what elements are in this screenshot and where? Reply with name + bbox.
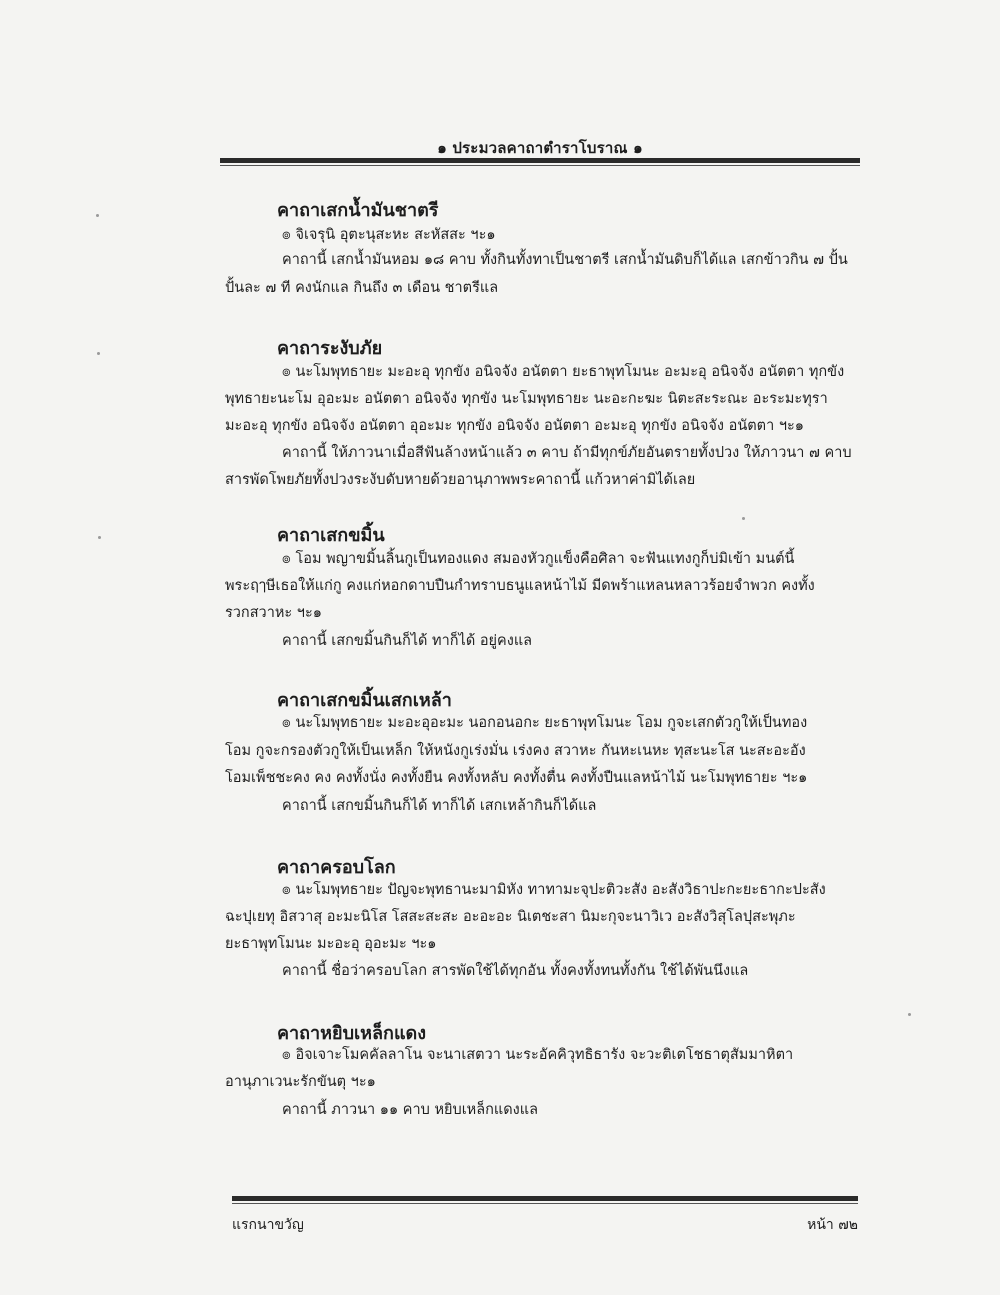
section-title: คาถาเสกขมิ้นเสกเหล้า xyxy=(277,690,452,711)
text-line: ยะธาพุทโมนะ มะอะอุ อุอะมะ ฯะ๑ xyxy=(225,936,437,952)
scan-speck xyxy=(96,214,99,217)
text-line: ๏ นะโมพุทธายะ มะอะอุอะมะ นอกอนอกะ ยะธาพุทโมนะ โอม กูจะเสกตัวกูให้เป็นทอง xyxy=(282,715,808,731)
text-line: คาถานี้ ชื่อว่าครอบโลก สารพัดใช้ได้ทุกอัน ทั้งคงทั้งทนทั้งกัน ใช้ได้พันนึงแล xyxy=(282,963,749,979)
page-number: หน้า ๗๒ xyxy=(807,1217,858,1233)
section-title: คาถาเสกขมิ้น xyxy=(277,525,385,546)
section-title: คาถาหยิบเหล็กแดง xyxy=(277,1023,427,1044)
header-rule-thin xyxy=(220,165,860,166)
text-line: คาถานี้ เสกขมิ้นกินก็ได้ ทาก็ได้ อยู่คงแล xyxy=(282,633,533,649)
section-title: คาถาระงับภัย xyxy=(277,338,383,359)
text-line: โอมเพ็ชชะคง คง คงทั้งนั่ง คงทั้งยืน คงทั้งหลับ คงทั้งตื่น คงทั้งปืนแลหน้าไม้ นะโมพุทธายะ ฯะ๑ xyxy=(225,770,808,786)
text-line: คาถานี้ ให้ภาวนาเมื่อสีฟันล้างหน้าแล้ว ๓ คาบ ถ้ามีทุกข์ภัยอันตรายทั้งปวง ให้ภาวนา ๗ คาบ xyxy=(282,445,852,461)
text-line: ๏ จิเจรุนิ อุตะนุสะหะ สะหัสสะ ฯะ๑ xyxy=(282,227,496,243)
section-title: คาถาเสกน้ำมันชาตรี xyxy=(277,200,439,221)
text-line: โอม กูจะกรองตัวกูให้เป็นเหล็ก ให้หนังกูเร่งมั่น เร่งคง สวาหะ กันหะเนหะ ทุสะนะโส นะสะอะอัง xyxy=(225,743,806,759)
text-line: รวกสวาหะ ฯะ๑ xyxy=(225,605,322,621)
running-header: ๑ ประมวลคาถาตำราโบราณ ๑ xyxy=(437,139,643,157)
text-line: พระฤๅษีเธอให้แก่กู คงแก่หอกดาบปืนกำทราบธนูแลหน้าไม้ มีดพร้าแหลนหลาวร้อยจำพวก คงทั้ง xyxy=(225,578,815,594)
scan-speck xyxy=(97,352,100,355)
text-line: คาถานี้ ภาวนา ๑๑ คาบ หยิบเหล็กแดงแล xyxy=(282,1102,538,1118)
text-line: ฉะปุเยทุ อิสวาสุ อะมะนิโส โสสะสะสะ อะอะอะ นิเตชะสา นิมะกุจะนาวิเว อะสังวิสุโลปุสะพุภะ xyxy=(225,909,796,925)
text-line: ๏ นะโมพุทธายะ ปัญจะพุทธานะมามิหัง ทาทามะจุปะติวะสัง อะสังวิธาปะกะยะธากะปะสัง xyxy=(282,882,826,898)
section-title: คาถาครอบโลก xyxy=(277,857,396,878)
text-line: คาถานี้ เสกน้ำมันหอม ๑๘ คาบ ทั้งกินทั้งทาเป็นชาตรี เสกน้ำมันดิบก็ได้แล เสกข้าวกิน ๗ ปั้น xyxy=(282,252,848,268)
text-line: มะอะอุ ทุกขัง อนิจจัง อนัตตา อุอะมะ ทุกขัง อนิจจัง อนัตตา อะมะอุ ทุกขัง อนิจจัง อนัตตา ฯะ๑ xyxy=(225,418,804,434)
header-rule xyxy=(220,158,860,163)
text-line: สารพัดโพยภัยทั้งปวงระงับดับหายด้วยอานุภาพพระคาถานี้ แก้วหาค่ามิได้เลย xyxy=(225,472,696,488)
text-line: อานุภาเวนะรักขันตุ ฯะ๑ xyxy=(225,1074,376,1090)
text-line: พุทธายะนะโม อุอะมะ อนัตตา อนิจจัง ทุกขัง นะโมพุทธายะ นะอะกะฆะ นิตะสะระณะ อะระมะทุรา xyxy=(225,391,828,407)
footer-rule xyxy=(232,1196,858,1201)
text-line: ๏ อิจเจาะโมคคัลลาโน จะนาเสตวา นะระอัคคิวุทธิธารัง จะวะติเตโชธาตุสัมมาหิตา xyxy=(282,1047,794,1063)
text-line: ปั้นละ ๗ ที คงนักแล กินถึง ๓ เดือน ชาตรีแล xyxy=(225,280,499,296)
text-line: คาถานี้ เสกขมิ้นกินก็ได้ ทาก็ได้ เสกเหล้ากินก็ได้แล xyxy=(282,798,597,814)
scan-speck xyxy=(742,517,745,520)
footer-book-title: แรกนาขวัญ xyxy=(232,1217,304,1233)
footer-rule-thin xyxy=(232,1203,858,1204)
scan-speck xyxy=(98,536,101,539)
text-line: ๏ นะโมพุทธายะ มะอะอุ ทุกขัง อนิจจัง อนัตตา ยะธาพุทโมนะ อะมะอุ อนิจจัง อนัตตา ทุกขัง xyxy=(282,364,845,380)
scan-speck xyxy=(908,1013,911,1016)
text-line: ๏ โอม พญาขมิ้นลิ้นกูเป็นทองแดง สมองหัวกูแข็งคือศิลา จะฟันแทงกูก็บ่มิเข้า มนต์นี้ xyxy=(282,551,795,567)
